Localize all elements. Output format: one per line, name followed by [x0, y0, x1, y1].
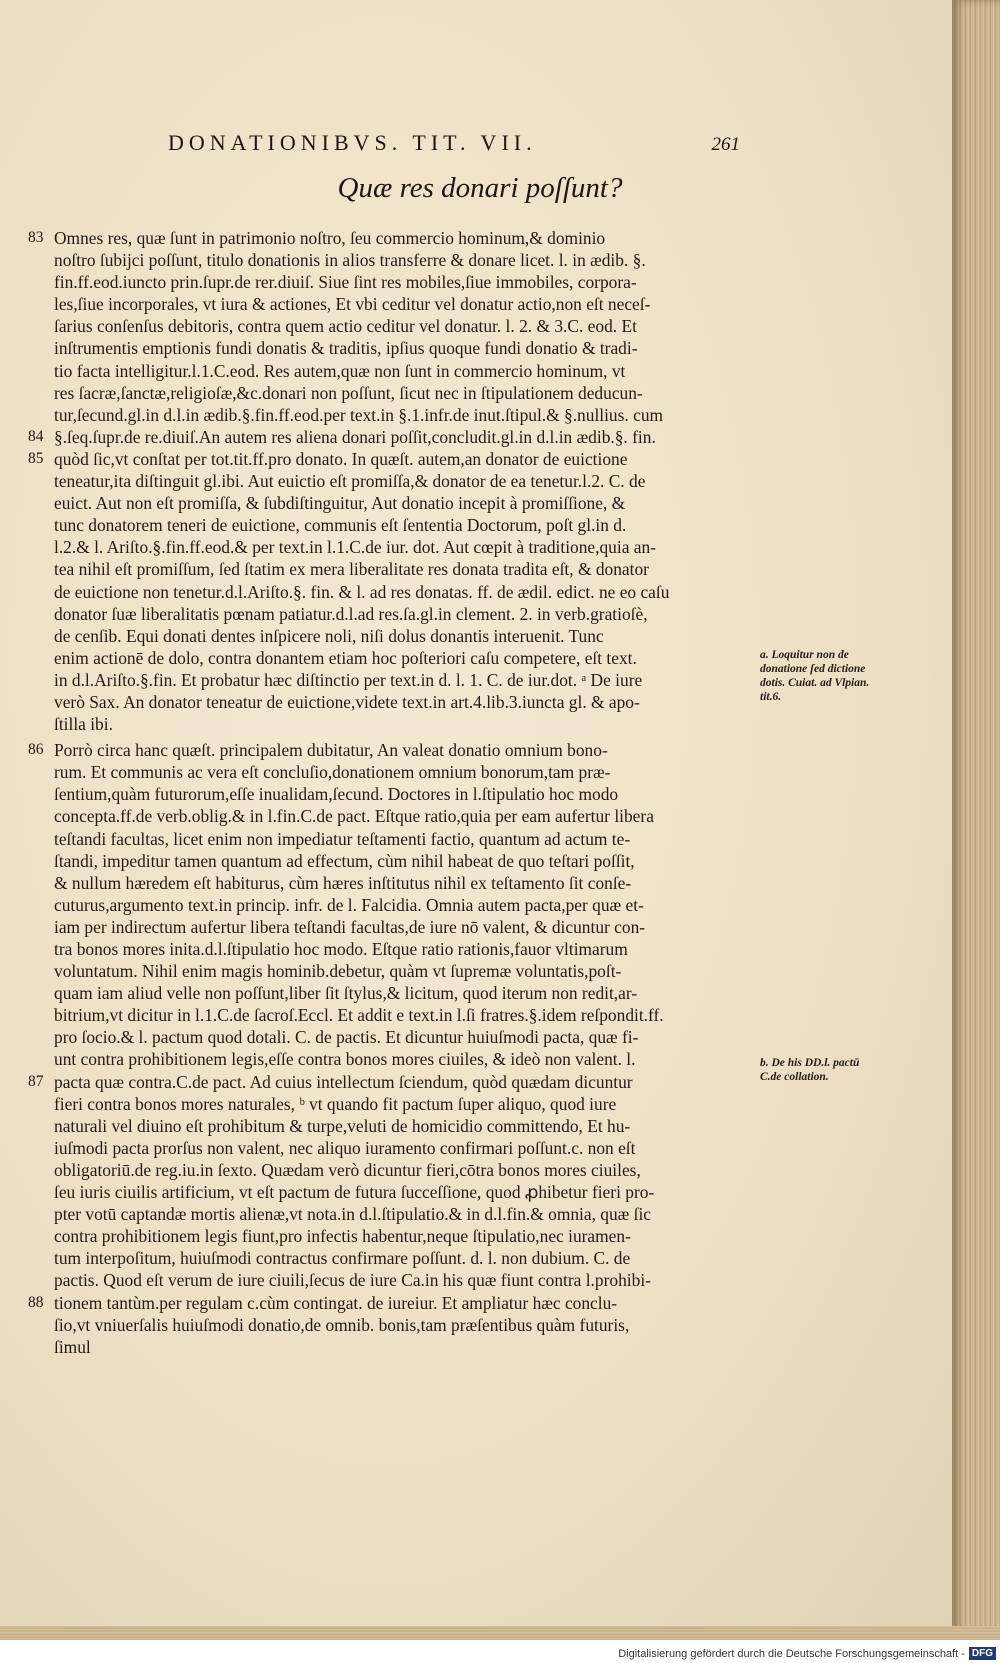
text-line [54, 938, 754, 960]
text-line [54, 1048, 754, 1070]
line-text: tio facta intelligitur.l.1.C.eod. Res autem,quæ non ſunt in commercio hominum, vt [54, 360, 626, 381]
text-line [54, 514, 754, 536]
line-text: unt contra prohibitionem legis,eſſe contra bonos mores ciuiles, & ideò non valent. l. [54, 1049, 636, 1070]
text-line [54, 761, 754, 783]
line-text: de cenſib. Equi donati dentes inſpicere noli, niſi dolus donantis interuenit. Tunc [54, 625, 604, 646]
text-line [54, 625, 754, 647]
line-text: donator ſuæ liberalitatis pœnam patiatur.d.l.ad res.ſa.gl.in clement. 2. in verb.gratioſè, [54, 603, 648, 624]
text-line [54, 1026, 754, 1048]
line-text: iuſmodi pacta prorſus non valent, nec aliquo iuramento confirmari poſſunt.c. non eſt [54, 1137, 636, 1158]
line-text: obligatoriū.de reg.iu.in ſexto. Quædam verò dicuntur fieri,cōtra bonos mores ciuiles, [54, 1159, 641, 1180]
line-text: les,ſiue incorporales, vt iura & actiones, Et vbi ceditur vel donatur actio,non eſt neceſ- [54, 294, 651, 315]
text-line [54, 1225, 754, 1247]
line-text: fieri contra bonos mores naturales, ᵇ vt quando fit pactum ſuper aliquo, quod iure [54, 1093, 617, 1114]
text-line [28, 448, 754, 470]
line-text: tea nihil eſt promiſſum, ſed ſtatim ex mera liberalitate res donata tradita eſt, & donator [54, 559, 649, 580]
text-line [54, 669, 754, 691]
line-text: ſio,vt vniuerſalis huiuſmodi donatio,de omnib. bonis,tam præſentibus quàm futuris, [54, 1314, 630, 1335]
text-line [54, 360, 754, 382]
line-text: teſtandi facultas, licet enim non impediatur teſtamenti factio, quantum ad actum te- [54, 828, 631, 849]
margin-note-b: b. De his DD.l. pactū C.de collation. [760, 1057, 860, 1083]
line-text: verò Sax. An donator teneatur de euictione,videte text.in art.4.lib.3.iuncta gl. & apo- [54, 691, 640, 712]
line-text: Porrò circa hanc quæſt. principalem dubitatur, An valeat donatio omnium bono- [54, 740, 608, 761]
line-text: ſtilla ibi. [54, 714, 113, 735]
text-line [54, 960, 754, 982]
page-edge-bottom [0, 1626, 1000, 1640]
line-text: ſarius conſenſus debitoris, contra quem actio ceditur vel donatur. l. 2. & 3.C. eod. Et [54, 316, 637, 337]
line-text: pro ſocio.& l. pactum quod dotali. C. de pactis. Et dicuntur huiuſmodi pacta, quæ fi- [54, 1027, 639, 1048]
line-text: ſimul [54, 1336, 91, 1357]
line-text: res ſacræ,ſanctæ,religioſæ,&c.donari non poſſunt, ſicut nec in ſtipulationem deducun- [54, 382, 643, 403]
text-line [54, 691, 754, 713]
text-line [54, 581, 754, 603]
text-line [54, 337, 754, 359]
line-text: tionem tantùm.per regulam c.cùm contingat. de iureiur. Et ampliatur hæc conclu- [54, 1292, 618, 1313]
running-head: DONATIONIBVS. TIT. VII. [168, 130, 537, 155]
text-line [54, 470, 754, 492]
text-line [54, 315, 754, 337]
text-line [28, 1292, 754, 1314]
text-line [28, 1071, 754, 1093]
line-text: ſeu iuris ciuilis artificium, vt eſt pactum de futura ſucceſſione, quod ꝓhibetur fieri pro- [54, 1182, 655, 1203]
text-line [54, 1314, 754, 1336]
text-line [54, 293, 754, 315]
line-text: de euictione non tenetur.d.l.Ariſto.§. fin. & l. ad res donatas. ff. de ædil. edict. ne eo caſu [54, 581, 670, 602]
text-line [54, 647, 754, 669]
line-text: fin.ff.eod.iuncto prin.ſupr.de rer.diuiſ. Siue ſint res mobiles,ſiue immobiles, corpora- [54, 272, 637, 293]
section-title: Quæ res donari poſſunt? [337, 172, 623, 204]
paragraph-number: 87 [28, 1072, 44, 1090]
line-text: teneatur,ita diſtinguit gl.ibi. Aut euictio eſt promiſſa,& donator de ea tenetur.l.2. C. de [54, 471, 646, 492]
line-text: naturali vel diuino eſt prohibitum & turpe,veluti de homicidio committendo, Et hu- [54, 1115, 631, 1136]
paragraph-number: 83 [28, 229, 44, 246]
line-text: quam iam aliud velle non poſſunt,liber ſit ſtylus,& licitum, quod iterum non redit,ar- [54, 983, 638, 1004]
line-text: l.2.& l. Ariſto.§.fin.ff.eod.& per text.in l.1.C.de iur. dot. Aut cœpit à traditione,quia an- [54, 537, 656, 558]
paragraph-number: 86 [28, 741, 44, 759]
text-line [54, 404, 754, 426]
line-text: ſentium,quàm futurorum,eſſe inualidam,ſecund. Doctores in l.ſtipulatio hoc modo [54, 784, 619, 805]
line-text: ſtandi, impeditur tamen quantum ad effectum, cùm nihil habeat de quo teſtari poſſit, [54, 850, 635, 871]
line-text: pactis. Quod eſt verum de iure ciuili,ſecus de iure Ca.in his quæ fiunt contra l.prohibi- [54, 1270, 651, 1291]
text-line [54, 805, 754, 827]
text-line [54, 558, 754, 580]
text-line [54, 382, 754, 404]
footer-text: Digitalisierung gefördert durch die Deutsche Forschungsgemeinschaft - [618, 1647, 965, 1660]
line-text: tum interpoſitum, huiuſmodi contractus confirmare poſſunt. d. l. non dubium. C. de [54, 1248, 631, 1269]
text-line [54, 492, 754, 514]
text-line [28, 739, 754, 761]
body-text [28, 227, 754, 1358]
text-line [54, 982, 754, 1004]
text-line [54, 1004, 754, 1026]
line-text: tra bonos mores inita.d.l.ſtipulatio hoc modo. Eſtque ratio rationis,fauor vltimarum [54, 939, 628, 959]
text-line [54, 713, 754, 735]
page-edge [952, 0, 1000, 1640]
text-line [54, 850, 754, 872]
text-line [54, 1203, 754, 1225]
line-text: pacta quæ contra.C.de pact. Ad cuius intellectum ſciendum, quòd quædam dicuntur [54, 1071, 633, 1092]
line-text: quòd ſic,vt conſtat per tot.tit.ff.pro donato. In quæſt. autem,an donator de euictione [54, 448, 628, 469]
text-line [54, 1159, 754, 1181]
line-text: concepta.ff.de verb.oblig.& in l.fin.C.de pact. Eſtque ratio,quia per eam aufertur libera [54, 806, 654, 827]
text-line [54, 916, 754, 938]
text-line [54, 894, 754, 916]
text-line [54, 783, 754, 805]
text-line [54, 828, 754, 850]
text-line [54, 603, 754, 625]
text-line [54, 1181, 754, 1203]
text-line [28, 227, 754, 249]
paragraph-number: 88 [28, 1293, 44, 1311]
line-text: bitrium,vt dicitur in l.1.C.de ſacroſ.Eccl. Et addit e text.in l.ſi fratres.§.idem reſpondit.ff. [54, 1005, 664, 1026]
line-text: noſtro ſubijci poſſunt, titulo donationis in alios transferre & donare licet. l. in ædib. §. [54, 250, 646, 271]
line-text: tunc donatorem teneri de euictione, communis eſt ſententia Doctorum, poſt gl.in d. [54, 515, 627, 536]
margin-note-a: a. Loquitur non de donatione ſed dictione dotis. Cuiat. ad Vlpian. tit.6. [760, 649, 870, 703]
line-text: tur,ſecund.gl.in d.l.in ædib.§.fin.ff.eod.per text.in §.1.infr.de inut.ſtipul.& §.nullius. cum [54, 404, 664, 425]
line-text: §.ſeq.ſupr.de re.diuiſ.An autem res aliena donari poſſit,concludit.gl.in d.l.in ædib.§. fin. [54, 426, 656, 447]
text-line [54, 1115, 754, 1137]
paragraph-number: 85 [28, 449, 44, 467]
line-text: voluntatum. Nihil enim magis hominib.debetur, quàm vt ſupremæ voluntatis,poſt- [54, 961, 622, 982]
dfg-logo: DFG [969, 1647, 996, 1660]
line-text: enim actionē de dolo, contra donantem etiam hoc poſteriori caſu competere, eſt text. [54, 647, 637, 668]
line-text: inſtrumentis emptionis fundi donatis & traditis, ipſius quoque fundi donatio & tradi- [54, 338, 638, 359]
page-header [168, 130, 740, 160]
text-line [54, 1137, 754, 1159]
line-text: Omnes res, quæ ſunt in patrimonio noſtro, ſeu commercio hominum,& dominio [54, 228, 606, 248]
text-line [54, 1093, 754, 1115]
line-text: contra prohibitionem legis fiunt,pro infectis habentur,neque ſtipulatio,nec iuramen- [54, 1226, 631, 1247]
text-line [54, 872, 754, 894]
line-text: iam per indirectum aufertur libera teſtandi facultas,de iure nō valent, & dicuntur con- [54, 916, 646, 937]
text-line [54, 249, 754, 271]
line-text: in d.l.Ariſto.§.fin. Et probatur hæc diſtinctio per text.in d. l. 1. C. de iur.dot. ᵃ De iure [54, 669, 643, 690]
line-text: euict. Aut non eſt promiſſa, & ſubdiſtinguitur, Aut donatio incepit à promiſſione, & [54, 493, 626, 514]
line-text: pter votū captandæ mortis alienæ,vt nota.in d.l.ſtipulatio.& in d.l.fin.& omnia, quæ ſic [54, 1204, 652, 1225]
text-line [54, 536, 754, 558]
text-line [54, 1336, 754, 1358]
page-number: 261 [711, 134, 740, 155]
line-text: & nullum hæredem eſt habiturus, cùm hæres inſtitutus nihil ex teſtamento ſit conſe- [54, 872, 632, 893]
text-line [28, 426, 754, 448]
paragraph-number: 84 [28, 427, 44, 445]
text-line [54, 1269, 754, 1291]
line-text: cuturus,argumento text.in princip. infr. de l. Falcidia. Omnia autem pacta,per quæ et- [54, 894, 644, 915]
footer-credit [600, 1644, 1000, 1663]
line-text: rum. Et communis ac vera eſt concluſio,donationem omnium bonorum,tam præ- [54, 762, 611, 783]
text-line [54, 1247, 754, 1269]
text-line [54, 271, 754, 293]
